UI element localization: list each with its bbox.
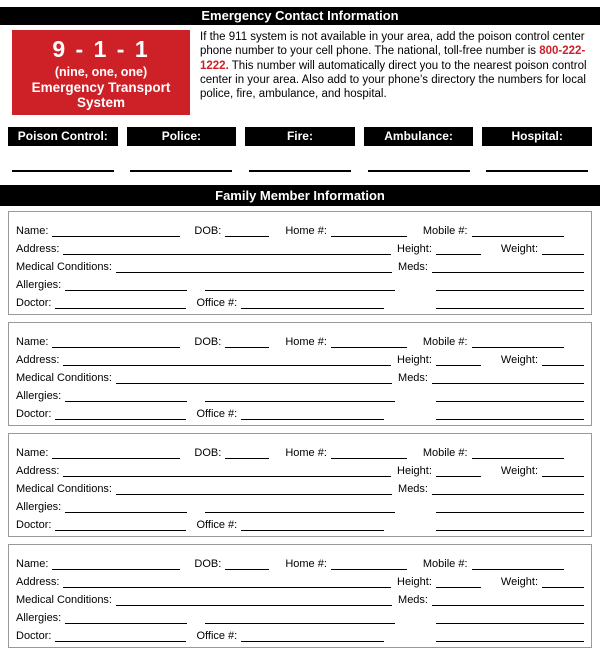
home-phone-label: Home #: [285, 225, 327, 237]
doctor-fill-line[interactable] [55, 418, 186, 420]
medical-conditions-label: Medical Conditions: [16, 372, 112, 384]
meds-label: Meds: [398, 372, 428, 384]
office-phone-fill-line[interactable] [241, 307, 384, 309]
doctor-label: Doctor: [16, 408, 52, 420]
mobile-phone-fill-line[interactable] [472, 235, 564, 237]
name-fill-line[interactable] [52, 568, 180, 570]
home-phone-label: Home #: [285, 336, 327, 348]
allergies-continuation-line[interactable] [205, 622, 395, 624]
contact-fill-line-police[interactable] [130, 170, 232, 172]
911-system-label: Emergency Transport System [31, 80, 171, 110]
doctor-fill-line[interactable] [55, 529, 186, 531]
contact-fill-line-ambulance[interactable] [368, 170, 470, 172]
member-row-allergies [16, 606, 584, 624]
dob-fill-line[interactable] [225, 457, 269, 459]
dob-fill-line[interactable] [225, 568, 269, 570]
contact-label-fire: Fire: [245, 127, 355, 146]
doctor-label: Doctor: [16, 519, 52, 531]
height-label: Height: [397, 243, 432, 255]
home-phone-fill-line[interactable] [331, 346, 407, 348]
emergency-numbers-row [8, 127, 592, 172]
doctor-label: Doctor: [16, 297, 52, 309]
meds-fill-line[interactable] [432, 382, 584, 384]
weight-label: Weight: [500, 243, 538, 255]
home-phone-label: Home #: [285, 558, 327, 570]
meds-label: Meds: [398, 261, 428, 273]
member-row-doctor [16, 513, 584, 531]
office-phone-fill-line[interactable] [241, 418, 384, 420]
instructions-text-before: If the 911 system is not available in your area, add the poison control center phone number to your cell phone. The national, toll-free number is [200, 31, 585, 58]
member-row-allergies [16, 495, 584, 513]
allergies-continuation-line[interactable] [205, 400, 395, 402]
member-row-identity [16, 441, 584, 459]
member-row-medical [16, 255, 584, 273]
member-row-identity [16, 330, 584, 348]
home-phone-fill-line[interactable] [331, 235, 407, 237]
member-row-medical [16, 366, 584, 384]
allergies-fill-line[interactable] [65, 400, 187, 402]
contact-label-ambulance: Ambulance: [364, 127, 474, 146]
member-row-address [16, 237, 584, 255]
mobile-phone-label: Mobile #: [422, 225, 468, 237]
member-row-address [16, 459, 584, 477]
allergies-continuation-line[interactable] [205, 289, 395, 291]
allergies-fill-line[interactable] [65, 289, 187, 291]
address-fill-line[interactable] [63, 253, 391, 255]
contact-fill-line-fire[interactable] [249, 170, 351, 172]
office-phone-label: Office #: [196, 408, 238, 420]
meds-continuation-line-2[interactable] [436, 529, 584, 531]
family-member-block-1 [8, 211, 592, 315]
meds-fill-line[interactable] [432, 493, 584, 495]
allergies-label: Allergies: [16, 279, 62, 291]
medical-conditions-fill-line[interactable] [116, 382, 392, 384]
contact-column-fire [245, 127, 355, 172]
medical-conditions-label: Medical Conditions: [16, 261, 112, 273]
family-member-block-4 [8, 544, 592, 648]
member-row-address [16, 570, 584, 588]
instructions-paragraph [200, 30, 592, 101]
meds-fill-line[interactable] [432, 604, 584, 606]
contact-column-police [127, 127, 237, 172]
office-phone-label: Office #: [196, 630, 238, 642]
name-label: Name: [16, 225, 49, 237]
weight-label: Weight: [500, 465, 538, 477]
allergies-label: Allergies: [16, 390, 62, 402]
family-member-block-2 [8, 322, 592, 426]
medical-conditions-label: Medical Conditions: [16, 483, 112, 495]
dob-label: DOB: [194, 336, 222, 348]
dob-fill-line[interactable] [225, 346, 269, 348]
meds-continuation-line-2[interactable] [436, 307, 584, 309]
meds-continuation-line-2[interactable] [436, 640, 584, 642]
height-label: Height: [397, 465, 432, 477]
emergency-contact-header-bar [0, 7, 600, 25]
office-phone-fill-line[interactable] [241, 640, 384, 642]
intro-section [12, 30, 592, 115]
name-label: Name: [16, 447, 49, 459]
meds-continuation-line[interactable] [436, 400, 584, 402]
weight-fill-line[interactable] [542, 586, 584, 588]
address-fill-line[interactable] [63, 586, 391, 588]
doctor-fill-line[interactable] [55, 640, 186, 642]
member-row-allergies [16, 273, 584, 291]
office-phone-label: Office #: [196, 297, 238, 309]
height-fill-line[interactable] [436, 253, 481, 255]
medical-conditions-fill-line[interactable] [116, 493, 392, 495]
family-member-blocks [0, 211, 600, 648]
home-phone-fill-line[interactable] [331, 457, 407, 459]
height-fill-line[interactable] [436, 475, 481, 477]
weight-label: Weight: [500, 354, 538, 366]
dob-label: DOB: [194, 225, 222, 237]
member-row-identity [16, 552, 584, 570]
meds-continuation-line-2[interactable] [436, 418, 584, 420]
contact-label-poison-control: Poison Control: [8, 127, 118, 146]
dob-label: DOB: [194, 447, 222, 459]
mobile-phone-fill-line[interactable] [472, 457, 564, 459]
member-row-medical [16, 588, 584, 606]
meds-fill-line[interactable] [432, 271, 584, 273]
meds-label: Meds: [398, 594, 428, 606]
contact-fill-line-hospital[interactable] [486, 170, 588, 172]
911-number: 9 - 1 - 1 [52, 36, 150, 62]
dob-label: DOB: [194, 558, 222, 570]
weight-fill-line[interactable] [542, 364, 584, 366]
name-fill-line[interactable] [52, 457, 180, 459]
contact-column-ambulance [364, 127, 474, 172]
allergies-fill-line[interactable] [65, 511, 187, 513]
address-label: Address: [16, 465, 60, 477]
911-phonetic: (nine, one, one) [54, 65, 148, 79]
contact-label-hospital: Hospital: [482, 127, 592, 146]
weight-fill-line[interactable] [542, 253, 584, 255]
home-phone-label: Home #: [285, 447, 327, 459]
member-row-identity [16, 219, 584, 237]
page-title: Emergency Contact Information [201, 8, 399, 23]
medical-conditions-label: Medical Conditions: [16, 594, 112, 606]
poison-control-phone-number: 800-222-1222. [200, 45, 586, 72]
address-label: Address: [16, 243, 60, 255]
instructions-text-after: This number will automatically direct you to the nearest poison control center in your area. Also add to your phone’s directory the numbers for local police, fire, ambulance, and hospital. [200, 59, 587, 101]
medical-conditions-fill-line[interactable] [116, 604, 392, 606]
office-phone-label: Office #: [196, 519, 238, 531]
height-label: Height: [397, 354, 432, 366]
medical-conditions-fill-line[interactable] [116, 271, 392, 273]
contact-label-police: Police: [127, 127, 237, 146]
name-fill-line[interactable] [52, 346, 180, 348]
dob-fill-line[interactable] [225, 235, 269, 237]
mobile-phone-label: Mobile #: [422, 558, 468, 570]
meds-continuation-line[interactable] [436, 511, 584, 513]
height-fill-line[interactable] [436, 364, 481, 366]
mobile-phone-label: Mobile #: [422, 447, 468, 459]
meds-label: Meds: [398, 483, 428, 495]
allergies-label: Allergies: [16, 612, 62, 624]
doctor-label: Doctor: [16, 630, 52, 642]
mobile-phone-label: Mobile #: [422, 336, 468, 348]
office-phone-fill-line[interactable] [241, 529, 384, 531]
weight-fill-line[interactable] [542, 475, 584, 477]
address-label: Address: [16, 576, 60, 588]
name-label: Name: [16, 558, 49, 570]
family-member-header-bar [0, 185, 600, 206]
member-row-doctor [16, 624, 584, 642]
911-badge [12, 30, 190, 115]
height-label: Height: [397, 576, 432, 588]
member-row-doctor [16, 402, 584, 420]
height-fill-line[interactable] [436, 586, 481, 588]
name-fill-line[interactable] [52, 235, 180, 237]
mobile-phone-fill-line[interactable] [472, 568, 564, 570]
allergies-continuation-line[interactable] [205, 511, 395, 513]
family-member-block-3 [8, 433, 592, 537]
doctor-fill-line[interactable] [55, 307, 186, 309]
meds-continuation-line[interactable] [436, 289, 584, 291]
address-label: Address: [16, 354, 60, 366]
member-row-medical [16, 477, 584, 495]
weight-label: Weight: [500, 576, 538, 588]
mobile-phone-fill-line[interactable] [472, 346, 564, 348]
member-row-address [16, 348, 584, 366]
name-label: Name: [16, 336, 49, 348]
contact-column-poison-control [8, 127, 118, 172]
member-row-doctor [16, 291, 584, 309]
address-fill-line[interactable] [63, 364, 391, 366]
contact-column-hospital [482, 127, 592, 172]
address-fill-line[interactable] [63, 475, 391, 477]
contact-fill-line-poison-control[interactable] [12, 170, 114, 172]
member-row-allergies [16, 384, 584, 402]
meds-continuation-line[interactable] [436, 622, 584, 624]
family-section-title: Family Member Information [215, 188, 385, 203]
allergies-label: Allergies: [16, 501, 62, 513]
home-phone-fill-line[interactable] [331, 568, 407, 570]
allergies-fill-line[interactable] [65, 622, 187, 624]
